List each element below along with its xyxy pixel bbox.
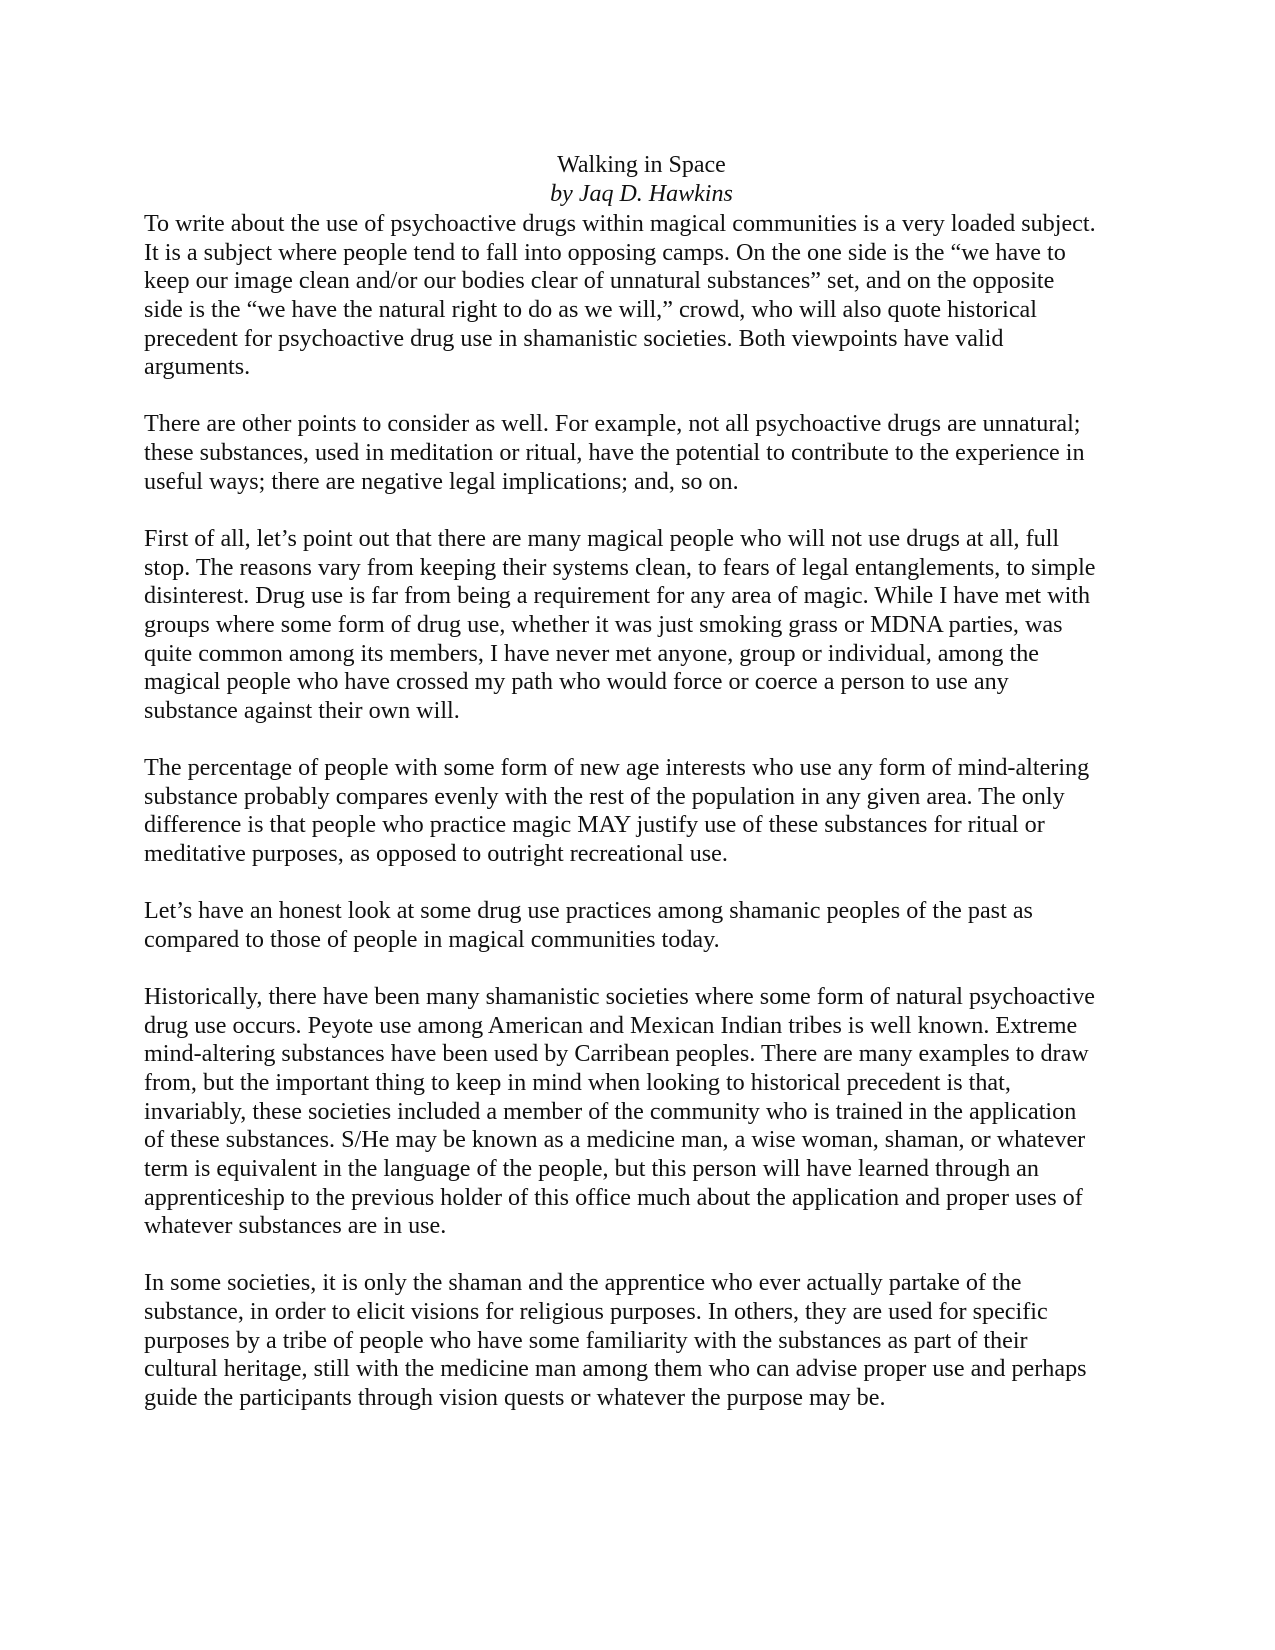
paragraph-line: groups where some form of drug use, whether it was just smoking grass or MDNA parties, was <box>144 610 1063 638</box>
paragraph-line: It is a subject where people tend to fall into opposing camps. On the one side is the “we have to <box>144 238 1066 266</box>
paragraph-line: apprenticeship to the previous holder of this office much about the application and proper uses of <box>144 1183 1083 1211</box>
paragraph-line: Historically, there have been many shamanistic societies where some form of natural psychoactive <box>144 982 1095 1010</box>
paragraph-line: whatever substances are in use. <box>144 1212 447 1240</box>
paragraph-line: side is the “we have the natural right to do as we will,” crowd, who will also quote historical <box>144 295 1037 323</box>
paragraph-line: difference is that people who practice magic MAY justify use of these substances for ritual or <box>144 811 1045 839</box>
paragraph-line: The percentage of people with some form of new age interests who use any form of mind-altering <box>144 754 1090 781</box>
paragraph-line: First of all, let’s point out that there are many magical people who will not use drugs at all, full <box>144 524 1060 552</box>
document-byline: by Jaq D. Hawkins <box>550 180 733 207</box>
paragraph-line: meditative purposes, as opposed to outright recreational use. <box>144 839 728 867</box>
paragraph <box>144 210 1139 382</box>
paragraph-line: stop. The reasons vary from keeping their systems clean, to fears of legal entanglements, to simple <box>144 553 1096 581</box>
paragraph <box>144 983 1139 1241</box>
paragraph-line: purposes by a tribe of people who have some familiarity with the substances as part of their <box>144 1326 1028 1354</box>
document-body <box>144 210 1139 1413</box>
paragraph-line: There are other points to consider as well. For example, not all psychoactive drugs are unnatural; <box>144 410 1081 438</box>
paragraph-line: arguments. <box>144 353 251 381</box>
paragraph-line: substance, in order to elicit visions for religious purposes. In others, they are used for specific <box>144 1298 1048 1325</box>
paragraph-line: drug use occurs. Peyote use among American and Mexican Indian tribes is well known. Extreme <box>144 1011 1078 1039</box>
paragraph-line: precedent for psychoactive drug use in shamanistic societies. Both viewpoints have valid <box>144 324 1004 352</box>
paragraph-line: compared to those of people in magical communities today. <box>144 925 720 953</box>
paragraph <box>144 1269 1139 1412</box>
paragraph-line: substance probably compares evenly with the rest of the population in any given area. The only <box>144 782 1065 810</box>
paragraph-line: cultural heritage, still with the medicine man among them who can advise proper use and perhaps <box>144 1355 1087 1383</box>
paragraph <box>144 897 1139 954</box>
paragraph-line: magical people who have crossed my path who would force or coerce a person to use any <box>144 668 1009 696</box>
paragraph-line: disinterest. Drug use is far from being a requirement for any area of magic. While I have met with <box>144 582 1091 610</box>
paragraph-line: In some societies, it is only the shaman and the apprentice who ever actually partake of the <box>144 1269 1022 1297</box>
paragraph-line: substance against their own will. <box>144 696 460 724</box>
document-title: Walking in Space <box>557 152 726 178</box>
document-page <box>144 151 1139 1441</box>
paragraph-line: quite common among its members, I have never met anyone, group or individual, among the <box>144 639 1039 667</box>
paragraph-line: of these substances. S/He may be known as a medicine man, a wise woman, shaman, or whatever <box>144 1126 1086 1154</box>
paragraph <box>144 754 1139 869</box>
paragraph-line: from, but the important thing to keep in mind when looking to historical precedent is that, <box>144 1068 1011 1096</box>
paragraph-line: mind-altering substances have been used by Carribean peoples. There are many examples to draw <box>144 1040 1089 1068</box>
paragraph-line: term is equivalent in the language of the people, but this person will have learned through an <box>144 1154 1039 1182</box>
paragraph-line: these substances, used in meditation or ritual, have the potential to contribute to the experience in <box>144 439 1085 467</box>
paragraph-line: Let’s have an honest look at some drug use practices among shamanic peoples of the past as <box>144 897 1033 925</box>
document-header <box>144 151 1139 208</box>
paragraph-line: useful ways; there are negative legal implications; and, so on. <box>144 467 739 495</box>
paragraph-line: To write about the use of psychoactive drugs within magical communities is a very loaded subject. <box>144 210 1096 237</box>
paragraph-line: guide the participants through vision quests or whatever the purpose may be. <box>144 1383 886 1411</box>
paragraph-line: keep our image clean and/or our bodies clear of unnatural substances” set, and on the opposite <box>144 267 1055 295</box>
paragraph <box>144 525 1139 726</box>
paragraph-line: invariably, these societies included a member of the community who is trained in the application <box>144 1097 1077 1125</box>
paragraph <box>144 410 1139 496</box>
